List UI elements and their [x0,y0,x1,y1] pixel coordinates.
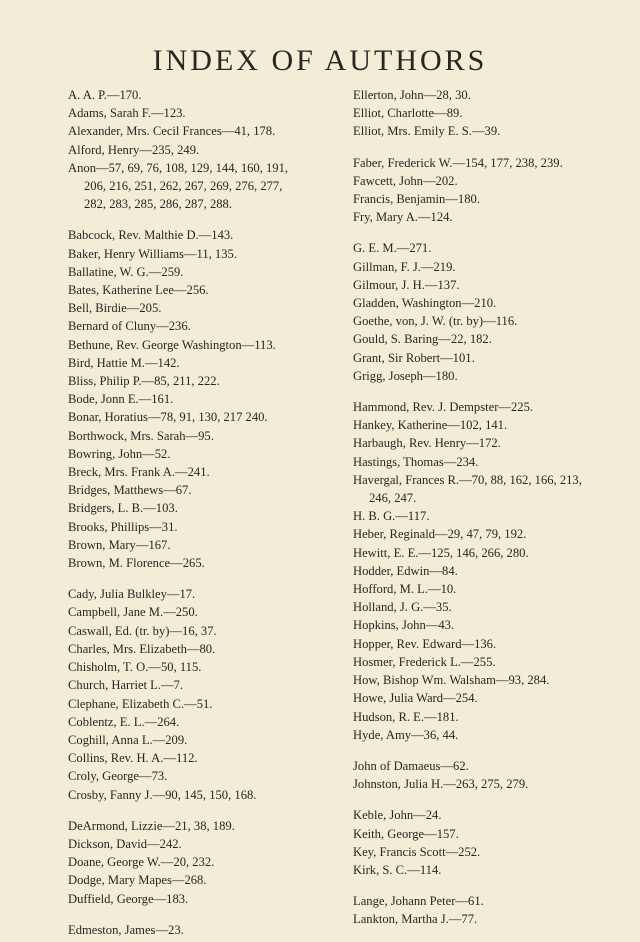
index-entry: Keble, John—24. [353,808,442,823]
index-entry-continuation: 282, 283, 285, 286, 287, 288. [84,197,232,212]
index-entry: Hewitt, E. E.—125, 146, 266, 280. [353,545,529,560]
index-entry: Hofford, M. L.—10. [353,582,457,597]
index-entry: Bell, Birdie—205. [68,301,162,316]
index-entry: Bridges, Matthews—67. [68,483,192,498]
index-entry: Collins, Rev. H. A.—112. [68,751,198,766]
index-entry-continuation: 246, 247. [369,491,417,506]
index-entry: Anon—57, 69, 76, 108, 129, 144, 160, 191, [68,160,289,175]
index-entry: Brown, M. Florence—265. [68,556,205,571]
section-gap [68,213,340,226]
section-gap [68,804,340,817]
index-entry: Bates, Katherine Lee—256. [68,283,209,298]
index-entry: Bridgers, L. B.—103. [68,501,178,516]
index-entry: Doane, George W.—20, 232. [68,855,215,870]
section-gap [353,226,623,239]
index-entry: Cady, Julia Bulkley—17. [68,587,196,602]
index-entry: How, Bishop Wm. Walsham—93, 284. [353,673,550,688]
index-entry: Croly, George—73. [68,769,168,784]
index-entry: Chisholm, T. O.—50, 115. [68,660,202,675]
index-entry: Bliss, Philip P.—85, 211, 222. [68,374,220,389]
index-entry: Bird, Hattie M.—142. [68,355,180,370]
right-column [353,86,623,929]
index-entry: Grigg, Joseph—180. [353,368,458,383]
index-entry: Adams, Sarah F.—123. [68,106,186,121]
index-entry: Duffield, George—183. [68,891,189,906]
section-gap [68,572,340,585]
index-entry: Alexander, Mrs. Cecil Frances—41, 178. [68,124,276,139]
index-entry: Brown, Mary—167. [68,537,171,552]
index-entry: Faber, Frederick W.—154, 177, 238, 239. [353,155,563,170]
index-entry: Baker, Henry Williams—11, 135. [68,246,237,261]
index-entry: Borthwock, Mrs. Sarah—95. [68,428,214,443]
index-entry: Kirk, S. C.—114. [353,862,442,877]
index-entry: Coghill, Anna L.—209. [68,732,188,747]
section-gap [353,385,623,398]
index-entry: Hodder, Edwin—84. [353,563,458,578]
index-entry: Clephane, Elizabeth C.—51. [68,696,213,711]
index-entry: A. A. P.—170. [68,88,142,102]
index-entry: Goethe, von, J. W. (tr. by)—116. [353,314,518,329]
section-gap [353,744,623,757]
index-entry: Alford, Henry—235, 249. [68,142,200,157]
index-entry: Fry, Mary A.—124. [353,210,453,225]
index-entry: Lankton, Martha J.—77. [353,912,478,927]
index-entry: Breck, Mrs. Frank A.—241. [68,465,210,480]
index-entry: Coblentz, E. L.—264. [68,714,180,729]
index-entry: Hosmer, Frederick L.—255. [353,654,496,669]
section-gap [353,141,623,154]
index-entry: Hudson, R. E.—181. [353,709,459,724]
index-entry: Hammond, Rev. J. Dempster—225. [353,400,534,415]
index-entry: Ellerton, John—28, 30. [353,88,471,102]
index-entry: Lange, Johann Peter—61. [353,894,484,909]
index-entry: Gilmour, J. H.—137. [353,277,460,292]
index-entry: Howe, Julia Ward—254. [353,691,478,706]
index-entry: G. E. M.—271. [353,241,432,256]
index-entry: Church, Harriet L.—7. [68,678,184,693]
index-entry: Caswall, Ed. (tr. by)—16, 37. [68,623,217,638]
index-entry: Campbell, Jane M.—250. [68,605,198,620]
left-column [68,86,340,939]
index-entry: Harbaugh, Rev. Henry—172. [353,436,501,451]
section-gap [353,879,623,892]
index-entry: Hastings, Thomas—234. [353,454,479,469]
index-entry: Bode, Jonn E.—161. [68,392,174,407]
index-entry: Bonar, Horatius—78, 91, 130, 217 240. [68,410,268,425]
index-entry: DeArmond, Lizzie—21, 38, 189. [68,818,235,833]
index-entry: Bernard of Cluny—236. [68,319,191,334]
index-entry: Heber, Reginald—29, 47, 79, 192. [353,527,527,542]
index-entry-continuation: 206, 216, 251, 262, 267, 269, 276, 277, [84,179,283,194]
index-entry: Hopkins, John—43. [353,618,455,633]
index-entry: Grant, Sir Robert—101. [353,350,475,365]
index-entry: Fawcett, John—202. [353,173,458,188]
index-entry: Hyde, Amy—36, 44. [353,727,459,742]
index-entry: H. B. G.—117. [353,509,430,524]
index-entry: Elliot, Charlotte—89. [353,106,463,121]
index-entry: John of Damaeus—62. [353,758,469,773]
index-entry: Babcock, Rev. Malthie D.—143. [68,228,234,243]
index-entry: Bowring, John—52. [68,446,171,461]
index-entry: Dickson, David—242. [68,836,182,851]
index-entry: Gillman, F. J.—219. [353,259,456,274]
index-entry: Gould, S. Baring—22, 182. [353,332,492,347]
index-entry: Crosby, Fanny J.—90, 145, 150, 168. [68,787,257,802]
index-entry: Charles, Mrs. Elizabeth—80. [68,641,216,656]
index-entry: Key, Francis Scott—252. [353,844,481,859]
section-gap [353,793,623,806]
index-entry: Edmeston, James—23. [68,922,184,937]
index-entry: Hopper, Rev. Edward—136. [353,636,497,651]
index-entry: Francis, Benjamin—180. [353,192,480,207]
index-entry: Ballatine, W. G.—259. [68,264,184,279]
index-entry: Johnston, Julia H.—263, 275, 279. [353,777,529,792]
index-entry: Brooks, Phillips—31. [68,519,178,534]
index-entry: Holland, J. G.—35. [353,600,452,615]
index-entry: Dodge, Mary Mapes—268. [68,873,207,888]
index-entry: Gladden, Washington—210. [353,296,497,311]
index-entry: Bethune, Rev. George Washington—113. [68,337,276,352]
index-entry: Keith, George—157. [353,826,459,841]
index-entry: Hankey, Katherine—102, 141. [353,418,508,433]
index-entry: Havergal, Frances R.—70, 88, 162, 166, 213, [353,472,582,487]
page-title: INDEX OF AUTHORS [152,44,488,77]
index-entry: Elliot, Mrs. Emily E. S.—39. [353,124,501,139]
section-gap [68,908,340,921]
